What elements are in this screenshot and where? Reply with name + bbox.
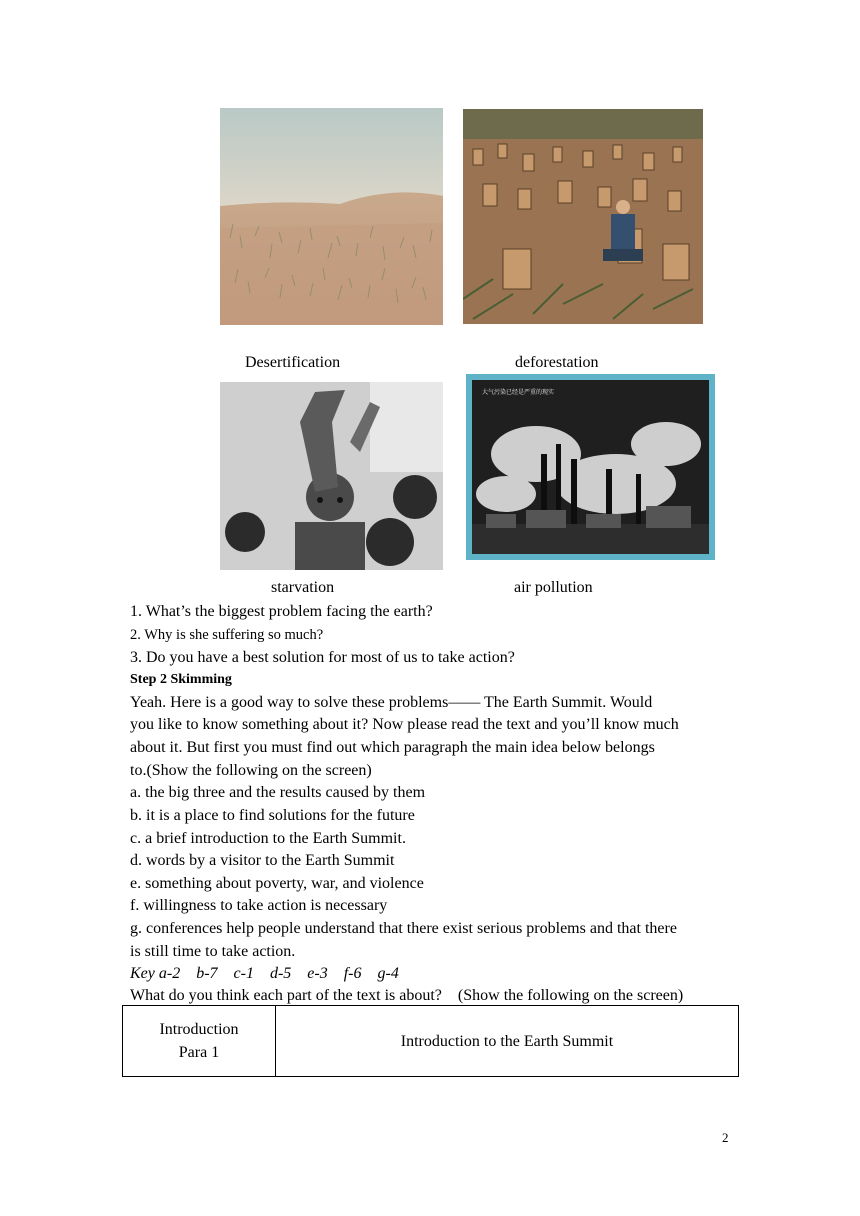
main-idea-item: e. something about poverty, war, and violence xyxy=(130,875,424,892)
caption-air-pollution: air pollution xyxy=(514,579,593,596)
summary-cell: Introduction to the Earth Summit xyxy=(276,1006,739,1077)
main-idea-item: d. words by a visitor to the Earth Summit xyxy=(130,852,395,869)
poster-caption: 大气污染已经是严重的现实 xyxy=(482,389,555,396)
air-pollution-photo xyxy=(466,374,715,560)
main-idea-item: f. willingness to take action is necessary xyxy=(130,897,388,914)
para-label: Para 1 xyxy=(178,1044,220,1061)
caption-deforestation: deforestation xyxy=(515,354,599,371)
caption-desertification: Desertification xyxy=(245,354,341,371)
starvation-photo xyxy=(220,382,443,570)
main-idea-item: b. it is a place to find solutions for the future xyxy=(130,807,415,824)
text-structure-table xyxy=(122,1005,739,1077)
intro-line: about it. But first you must find out which paragraph the main idea below belongs xyxy=(130,739,655,756)
deforestation-photo xyxy=(463,109,703,324)
main-idea-item: is still time to take action. xyxy=(130,943,296,960)
main-idea-item: g. conferences help people understand that there exist serious problems and that there xyxy=(130,920,677,937)
section-heading: Step 2 Skimming xyxy=(130,672,232,687)
main-idea-item: a. the big three and the results caused by them xyxy=(130,784,426,801)
question-2: 2. Why is she suffering so much? xyxy=(130,627,324,643)
answer-key: Key a-2 b-7 c-1 d-5 e-3 f-6 g-4 xyxy=(130,965,399,982)
part-label: Introduction xyxy=(159,1021,239,1038)
caption-starvation: starvation xyxy=(271,579,335,596)
intro-line: Yeah. Here is a good way to solve these problems—— The Earth Summit. Would xyxy=(130,694,653,711)
main-idea-item: c. a brief introduction to the Earth Summit. xyxy=(130,830,406,847)
desertification-photo xyxy=(220,108,443,325)
part-cell xyxy=(123,1006,276,1077)
table-prompt: What do you think each part of the text is about? (Show the following on the screen) xyxy=(130,987,684,1004)
intro-line: to.(Show the following on the screen) xyxy=(130,762,372,779)
question-3: 3. Do you have a best solution for most of us to take action? xyxy=(130,649,515,666)
table-row xyxy=(123,1006,739,1077)
page-number: 2 xyxy=(722,1130,729,1145)
question-1: 1. What’s the biggest problem facing the earth? xyxy=(130,603,433,620)
intro-line: you like to know something about it? Now please read the text and you’ll know much xyxy=(130,716,679,733)
